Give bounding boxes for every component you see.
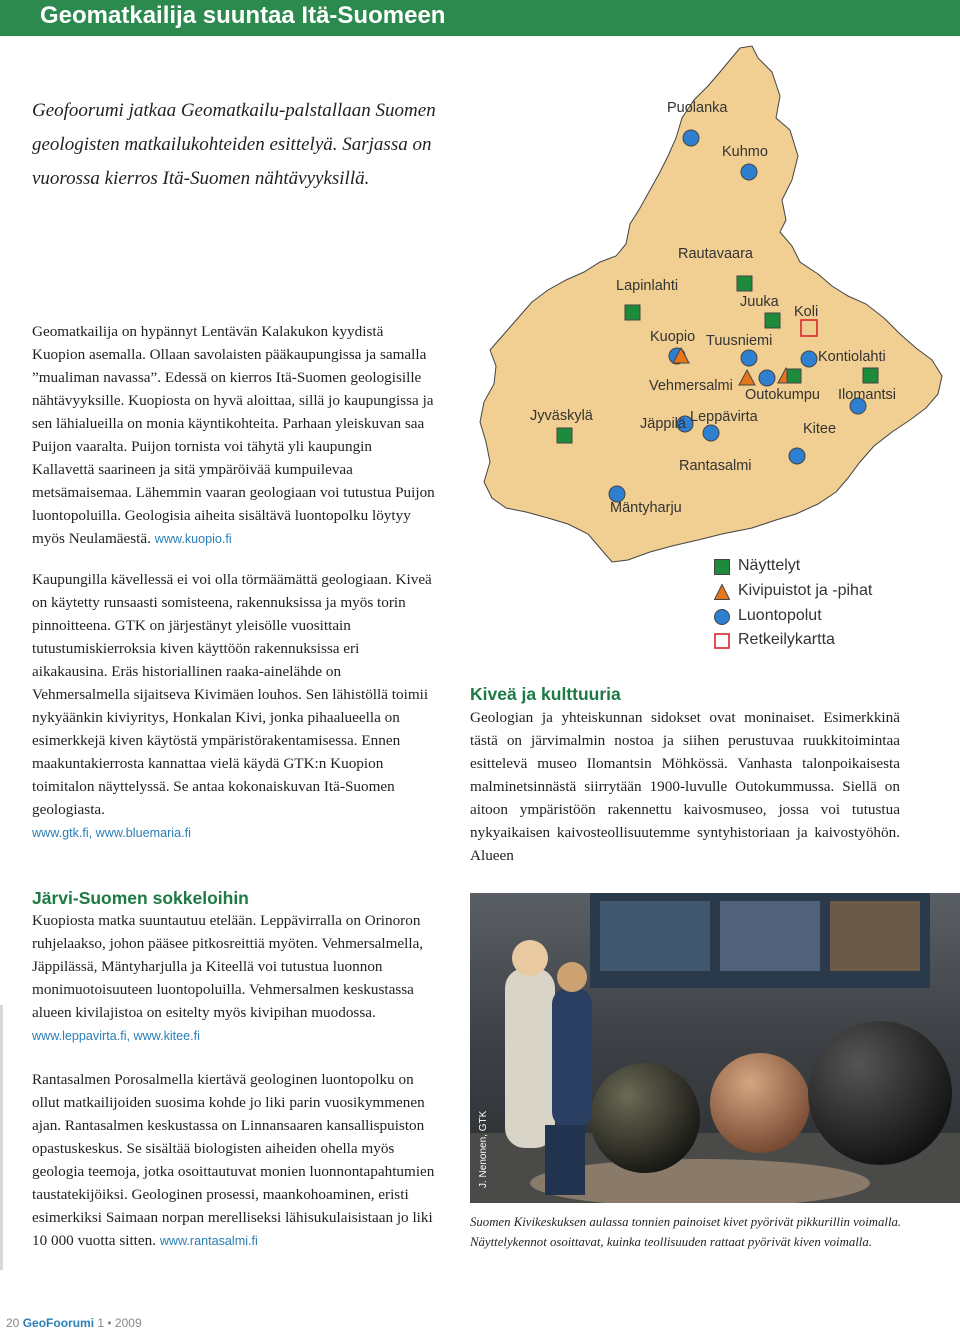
map-label-kontiolahti: Kontiolahti [818,349,886,365]
nayttely-icon [557,428,572,443]
map-label-rautavaara: Rautavaara [678,246,753,262]
map-label-rantasalmi: Rantasalmi [679,458,752,474]
nayttely-icon [737,276,752,291]
luontopolku-icon [683,130,699,146]
link[interactable]: www.leppavirta.fi, www.kitee.fi [32,1029,200,1043]
nayttely-icon [765,313,780,328]
luontopolku-icon [789,448,805,464]
map-label-tuusniemi: Tuusniemi [706,333,773,349]
paragraph: Kaupungilla kävellessä ei voi olla törmäämättä geologiaan. Kiveä on käytetty runsaasti somisteena, rakennuksissa ja myös torin pinnoitteena. GTK on järjestänyt yleisölle vuosittain tutustumiskierroksia kiven käyttöön rakennuksissa eri aikakausina. Eräs historiallinen raaka-ainelähde on Vehmersalmella sijaitseva Kivimäen louhos. Sen lähistöllä toimii nykyäänkin kiviyritys, Honkalan Kivi, jonka pihaalueella on esimerkkejä kiven käytöstä ympäristörakentamisessa. Ennen maakuntakierrosta kannattaa vielä käydä GTK:n Kuopion toimitalon näyttelyssä. Se antaa kokonaiskuvan Itä-Suomen geologiasta. [32,571,432,818]
paragraph: Geologian ja yhteiskunnan sidokset ovat moninaiset. Esimerkkinä tästä on järvimalmin nostoa ja siihen perustuvaa ruukkitoimintaa esittelevä museo Ilomantsin Möhkössä. Vanhasta talonpoikaisesta malminetsinnästä siirrytään 1900-luvulle Outokummussa. Siellä on aitoon ympäristöön rakennettu kaivosmuseo, jossa voi tutustua nykyaikaisen kaivosteollisuutemme syntyhistoriaan ja kaivostyöhön. Alueen [470,709,900,864]
map-label-jappila: Jäppilä [640,416,686,432]
page-footer [6,1316,142,1330]
column-rule [0,1005,3,1270]
section-jarvi-suomi [32,888,438,1048]
section-kivea-ja-kulttuuria [470,684,900,867]
green-square-icon [714,559,730,580]
magazine-name: GeoFoorumi [22,1316,95,1330]
paragraph: Rantasalmen Porosalmella kiertävä geologinen luontopolku on ollut matkailijoiden suosima kohde jo liki parin vuosikymmenen ajan. Rantasalmen keskustassa on Linnansaaren kansallispuiston opastuskeskus. Se sisältää biologisten aiheiden ohella myös geologia teemoja, jotka osoittautuvat monien luonnontapahtumien taustatekijöiksi. Geologinen prosessi, maankohoaminen, eristi esimerkiksi Saimaan norpan merelliseksi lähisukulaisistaan jo liki 10 000 vuotta sitten. www.rantasalmi.fi [32,1071,435,1249]
page-title: Geomatkailija suuntaa Itä-Suomeen [40,2,446,29]
luontopolku-icon [741,164,757,180]
photo-caption: Suomen Kivikeskuksen aulassa tonnien painoiset kivet pyörivät pikkurillin voimalla. Näyttelykennot osoittavat, kuinka teollisuuden rattaat pyörivät kiven voimalla. [470,1215,902,1249]
map-label-outokumpu: Outokumpu [745,387,820,403]
photo-kivikeskus [470,893,960,1203]
map-label-lapinlahti: Lapinlahti [616,278,679,294]
nayttely-icon [625,305,640,320]
map-label-juuka: Juuka [740,294,779,310]
issue-number: 1 • 2009 [97,1316,142,1330]
map-label-kuopio: Kuopio [650,329,696,345]
map-label-koli: Koli [794,304,819,320]
intro-text: Geofoorumi jatkaa Geomatkailu-palstallaan Suomen geologisten matkailukohteiden esittelyä. Sarjassa on vuorossa kierros Itä-Suomen nähtävyyksillä. [32,100,436,189]
blue-circle-icon [714,609,730,630]
nayttely-icon [863,368,878,383]
paragraph: Geomatkailija on hypännyt Lentävän Kalakukon kyydistä Kuopion asemalla. Ollaan savolaisten pääkaupungissa ja samalla ”mualiman navassa”. Edessä on kierros Itä-Suomen geologisille nähtävyyksille. Kuopiosta on hyvä aloittaa, sillä jo kaupungissa ja sen lähialueilla on monia käyntikohteita. Parhaan yleiskuvan saa Puijon vaaralta. Puijon tornista voi tähytä yli kaupungin Kallavettä saarineen ja sitä ympäröivää kumpuilevaa metsämaisemaa. Lähemmin vaaran geologiaan voi tutustua Puijon luontopoluilla. Geologisia aiheita sisältävä luontopolku löytyy myös Neulamäestä. www.kuopio.fi [32,323,435,547]
map-label-leppavirta: Leppävirta [690,409,758,425]
map-label-puolanka: Puolanka [667,100,728,116]
photo-credit [478,1172,489,1188]
map-label-ilomantsi: Ilomantsi [838,387,897,403]
section-heading: Kiveä ja kulttuuria [470,684,621,704]
luontopolku-icon [741,350,757,366]
link[interactable]: www.rantasalmi.fi [159,1234,258,1248]
link[interactable]: www.gtk.fi, www.bluemaria.fi [32,826,191,840]
luontopolku-icon [801,351,817,367]
paragraph: Kuopiosta matka suuntautuu etelään. Leppävirralla on Orinoron ruhjelaakso, johon pääsee pitkosreittiä myöten. Vehmersalmella, Jäppilässä, Mäntyharjulla ja Kiteellä voi tutustua luonnon monimuotoisuuteen luontopoluilla. Vehmersalmen keskustassa alueen kivilajistoa on esitelty myös kivipihan muodossa. www.leppavirta.fi, www.kitee.fi [32,912,424,1043]
map-region-shape [480,46,942,562]
page-number: 20 [6,1316,20,1330]
link[interactable]: www.kuopio.fi [154,532,232,546]
map-label-mantyharju: Mäntyharju [610,500,682,516]
orange-triangle-icon [714,584,730,605]
map-label-kitee: Kitee [803,421,837,437]
luontopolku-icon [703,425,719,441]
left-column-top [32,320,438,845]
map-label-kuhmo: Kuhmo [722,144,768,160]
red-square-outline-icon [714,633,730,654]
map-label-jyvaskyla: Jyväskylä [530,408,593,424]
section-heading: Järvi-Suomen sokkeloihin [32,888,249,908]
luontopolku-icon [759,370,775,386]
nayttely-icon [787,369,801,383]
paragraph [32,821,438,845]
map-label-vehmersalmi: Vehmersalmi [649,378,733,394]
left-column-bottom [32,1068,438,1253]
